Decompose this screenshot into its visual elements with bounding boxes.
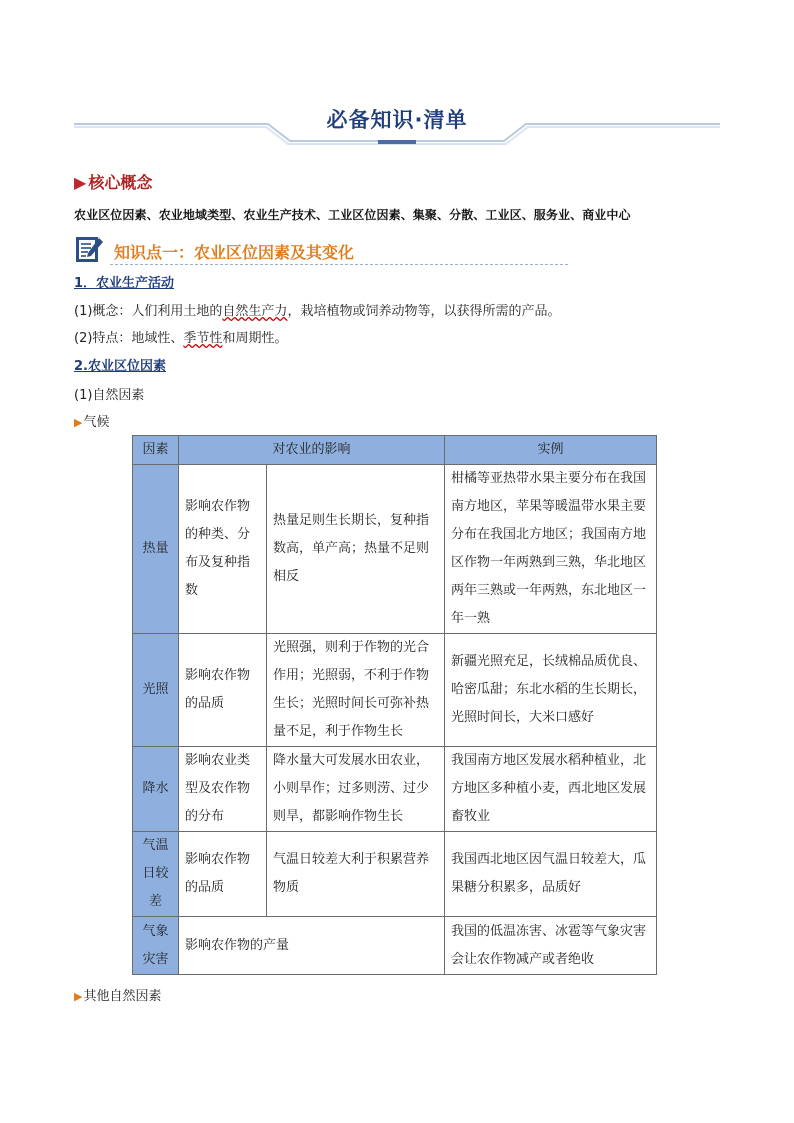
climate-label (74, 411, 109, 430)
table-row (133, 634, 657, 747)
feature-prefix: (2)特点：地域性、 (74, 331, 184, 346)
concept-highlight: 自然生产力 (222, 304, 288, 319)
factor-cell: 气温日较差 (133, 832, 179, 917)
section-heading-location-factors: 2.农业区位因素 (74, 359, 166, 374)
concept-suffix: ，栽培植物或饲养动物等，以获得所需的产品。 (287, 304, 561, 319)
feature-suffix: 和周期性。 (222, 331, 288, 346)
column-header: 对农业的影响 (179, 436, 445, 465)
impact-cell: 影响农作物的品质 (179, 634, 267, 747)
triangle-icon: ▶ (74, 990, 83, 1003)
core-concept-label: 核心概念 (88, 173, 153, 192)
impact-cell: 影响农作物的种类、分布及复种指数 (179, 465, 267, 634)
divider (110, 264, 568, 265)
table-row (133, 465, 657, 634)
detail-cell: 气温日较差大利于积累营养物质 (267, 832, 445, 917)
detail-cell: 热量足则生长期长，复种指数高，单产高；热量不足则相反 (267, 465, 445, 634)
other-natural-label (74, 985, 161, 1004)
factor-cell: 热量 (133, 465, 179, 634)
feature-highlight: 季节性 (183, 331, 223, 346)
concept-text (74, 300, 560, 319)
table-row (133, 917, 657, 975)
climate-text: 气候 (83, 415, 110, 430)
table-row (133, 832, 657, 917)
example-cell: 新疆光照充足，长绒棉品质优良、哈密瓜甜；东北水稻的生长期长，光照时间长，大米口感好 (445, 634, 657, 747)
core-concept-heading (74, 170, 152, 193)
factor-cell: 光照 (133, 634, 179, 747)
concept-prefix: (1)概念：人们利用土地的 (74, 304, 223, 319)
section-heading-production: 1．农业生产活动 (74, 276, 175, 291)
column-header: 因素 (133, 436, 179, 465)
impact-cell: 影响农作物的产量 (179, 917, 445, 975)
detail-cell: 降水量大可发展水田农业，小则旱作；过多则涝、过少则旱，都影响作物生长 (267, 747, 445, 832)
example-cell: 柑橘等亚热带水果主要分布在我国南方地区，苹果等暖温带水果主要分布在我国北方地区；我国南方地区作物一年两熟到三熟，华北地区两年三熟或一年两熟，东北地区一年一熟 (445, 465, 657, 634)
impact-cell: 影响农作物的品质 (179, 832, 267, 917)
example-cell: 我国西北地区因气温日较差大，瓜果糖分积累多，品质好 (445, 832, 657, 917)
table-row (133, 747, 657, 832)
notebook-pencil-icon (74, 234, 104, 264)
climate-table (132, 435, 657, 975)
natural-factors-label: (1)自然因素 (74, 388, 145, 403)
other-natural-text: 其他自然因素 (83, 989, 162, 1004)
table-header-row (133, 436, 657, 465)
knowledge-point-title: 知识点一：农业区位因素及其变化 (114, 243, 355, 262)
factor-cell: 降水 (133, 747, 179, 832)
page-title: 必备知识·清单 (326, 108, 468, 132)
detail-cell: 光照强，则利于作物的光合作用；光照弱，不利于作物生长；光照时间长可弥补热量不足，利于作物生长 (267, 634, 445, 747)
core-terms: 农业区位因素、农业地域类型、农业生产技术、工业区位因素、集聚、分散、工业区、服务业、商业中心 (74, 208, 631, 222)
factor-cell: 气象灾害 (133, 917, 179, 975)
example-cell: 我国的低温冻害、冰雹等气象灾害会让农作物减产或者绝收 (445, 917, 657, 975)
feature-text (74, 327, 287, 346)
triangle-icon: ▶ (74, 173, 87, 192)
knowledge-point-header (74, 234, 568, 266)
column-header: 实例 (445, 436, 657, 465)
example-cell: 我国南方地区发展水稻种植业，北方地区多种植小麦，西北地区发展畜牧业 (445, 747, 657, 832)
triangle-icon: ▶ (74, 416, 83, 429)
impact-cell: 影响农业类型及农作物的分布 (179, 747, 267, 832)
